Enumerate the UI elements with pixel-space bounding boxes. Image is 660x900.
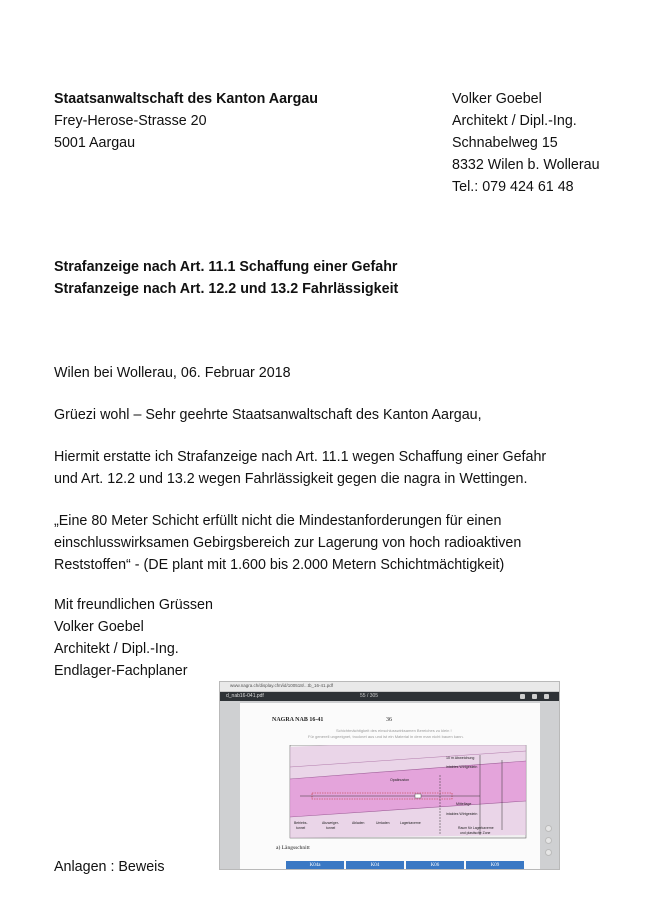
closing [54,594,213,682]
fit-page-icon [545,825,552,832]
pdf-toolbar [220,692,559,701]
quote-paragraph [54,510,521,576]
rotate-icon [520,694,525,699]
body-paragraph [54,446,546,490]
quote-line-3: Reststoffen“ - (DE plant mit 1.600 bis 2.000 Metern Schichtmächtigkeit) [54,557,505,573]
quote-line-2: einschlusswirksamen Gebirgsbereich zur Lagerung von hoch radioaktiven [54,535,522,551]
diagram-label-abzweig-2: tunnel [326,826,336,830]
body-line-1: Hiermit erstatte ich Strafanzeige nach Art. 11.1 wegen Schaffung einer Gefahr [54,449,547,465]
sender-city: 8332 Wilen b. Wollerau [452,157,600,173]
diagram-label-deviation: 10 m Abweichung [446,756,475,760]
pdf-file-name: d_nab16-041.pdf [226,693,264,699]
diagram-label-lager: Lagerkaverne [400,821,421,825]
table-header-cell: K09 [466,861,524,870]
closing-signature-name: Volker Goebel [54,619,144,635]
table-header-cell: K04 [346,861,404,870]
geology-cross-section [240,745,540,855]
pdf-doc-title: NAGRA NAB 16-41 [272,717,324,723]
greeting: Grüezi wohl – Sehr geehrte Staatsanwaltschaft des Kanton Aargau, [54,407,482,423]
closing-line-1: Mit freundlichen Grüssen [54,597,213,613]
recipient-street: Frey-Herose-Strasse 20 [54,113,207,129]
browser-address-bar [220,682,559,692]
pdf-subcaption: a) Längsschnitt [276,845,310,851]
attachments-label: Anlagen : Beweis [54,859,165,875]
closing-role: Endlager-Fachplaner [54,663,188,679]
diagram-label-abladen: Abladen [352,821,365,825]
date-line: Wilen bei Wollerau, 06. Februar 2018 [54,365,291,381]
subject [54,256,398,300]
diagram-label-betrieb: Betriebs- [294,821,308,825]
sender-title: Architekt / Dipl.-Ing. [452,113,577,129]
print-icon [544,694,549,699]
pdf-page-indicator: 55 / 305 [360,693,379,699]
evidence-screenshot [219,681,560,870]
diagram-label-opalinus: Opalinuston [390,778,410,782]
table-header-cell: K04a [286,861,344,870]
sender-street: Schnabelweg 15 [452,135,558,151]
diagram-label-abzweig: Abzweiger- [322,821,339,825]
diagram-label-raum-2: und plastische Zone [460,831,491,835]
browser-url: www.nagra.ch/display.cfm/id/100518/...tb_16-41.pdf [230,683,333,688]
quote-line-1: „Eine 80 Meter Schicht erfüllt nicht die Mindestanforderungen für einen [54,513,502,529]
recipient-name: Staatsanwaltschaft des Kanton Aargau [54,91,319,107]
table-header-cell: K06 [406,861,464,870]
diagram-label-host-bottom: intaktes Wirtgestein [446,812,478,816]
subject-line-2: Strafanzeige nach Art. 12.2 und 13.2 Fahrlässigkeit [54,281,399,297]
diagram-label-umladen: Umladen [376,821,390,825]
pdf-page [240,703,540,870]
diagram-label-host-top: intaktes Wirtgestein [446,765,478,769]
zoom-in-icon [545,837,552,844]
closing-title: Architekt / Dipl.-Ing. [54,641,179,657]
recipient-address [54,88,318,154]
pdf-caption-line-1: Schichtmächtigkeit des einschlusswirksamen Bereiches zu klein ! [336,728,452,733]
subject-line-1: Strafanzeige nach Art. 11.1 Schaffung einer Gefahr [54,259,398,275]
diagram-label-betrieb-2: tunnel [296,826,306,830]
sender-address [452,88,600,198]
sender-name: Volker Goebel [452,91,542,107]
diagram-label-raum: Raum für Lagerkaverne [458,826,494,830]
sender-phone: Tel.: 079 424 61 48 [452,179,574,195]
pdf-caption-line-2: Für generell ungeeignet, trocknet aus und ist ein Material in dem man nicht bauen kann. [308,734,464,739]
pdf-page-number: 36 [386,717,392,723]
recipient-city: 5001 Aargau [54,135,136,151]
diagram-label-middle: Mittellage [456,802,472,806]
zoom-out-icon [545,849,552,856]
download-icon [532,694,537,699]
body-line-2: und Art. 12.2 und 13.2 wegen Fahrlässigkeit gegen die nagra in Wettingen. [54,471,528,487]
